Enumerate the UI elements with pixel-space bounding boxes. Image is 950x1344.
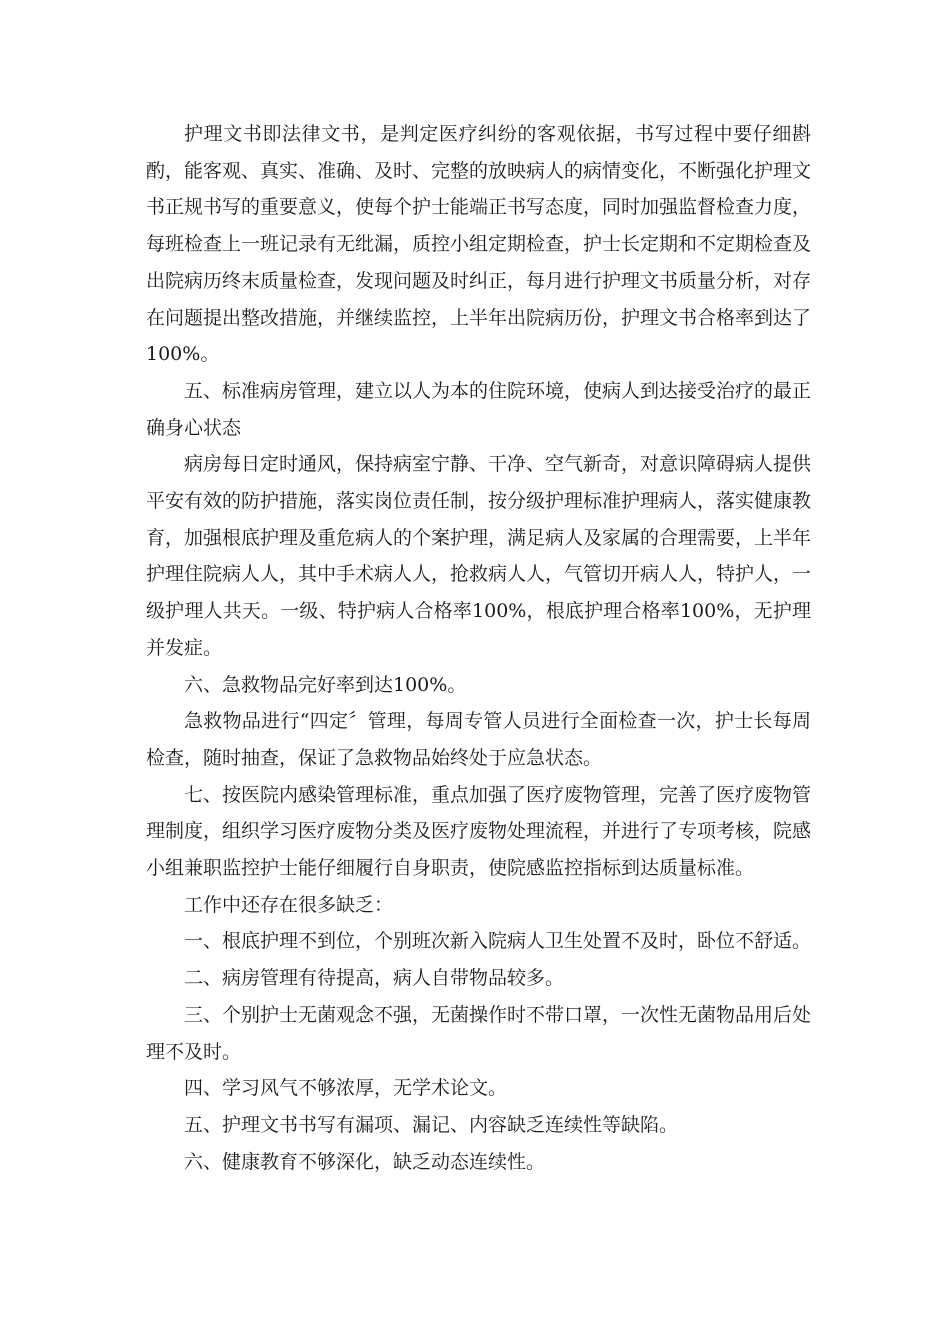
document-body bbox=[146, 116, 811, 1180]
paragraph-nursing-documents: 护理文书即法律文书，是判定医疗纠纷的客观依据，书写过程中要仔细斟酌，能客观、真实、准确、及时、完整的放映病人的病情变化，不断强化护理文书正规书写的重要意义，使每个护士能端正书写态度，同时加强监督检查力度，每班检查上一班记录有无纰漏，质控小组定期检查，护士长定期和不定期检查及出院病历终末质量检查，发现问题及时纠正，每月进行护理文书质量分析，对存在问题提出整改措施，并继续监控，上半年出院病历份，护理文书合格率到达了100%。 bbox=[146, 123, 812, 366]
heading-emergency-supplies: 六、急救物品完好率到达100%。 bbox=[184, 673, 467, 696]
shortcoming-item-4: 四、学习风气不够浓厚，无学术论文。 bbox=[184, 1077, 508, 1100]
shortcoming-item-3: 三、个别护士无菌观念不强，无菌操作时不带口罩，一次性无菌物品用后处理不及时。 bbox=[146, 1003, 812, 1063]
heading-shortcomings: 工作中还存在很多缺乏： bbox=[184, 893, 394, 916]
shortcoming-item-6: 六、健康教育不够深化，缺乏动态连续性。 bbox=[184, 1150, 546, 1173]
paragraph-infection-control: 七、按医院内感染管理标准，重点加强了医疗废物管理，完善了医疗废物管理制度，组织学习医疗废物分类及医疗废物处理流程，并进行了专项考核，院感小组兼职监控护士能仔细履行自身职责，使院感监控指标到达质量标准。 bbox=[146, 783, 812, 880]
paragraph-ward-ventilation: 病房每日定时通风，保持病室宁静、干净、空气新奇，对意识障碍病人提供平安有效的防护措施，落实岗位责任制，按分级护理标准护理病人，落实健康教育，加强根底护理及重危病人的个案护理，满足病人及家属的合理需要，上半年护理住院病人人，其中手术病人人，抢救病人人，气管切开病人人，特护人，一级护理人共天。一级、特护病人合格率100%，根底护理合格率100%，无护理并发症。 bbox=[146, 453, 812, 659]
paragraph-emergency-supplies: 急救物品进行“四定〞管理，每周专管人员进行全面检查一次，护士长每周检查，随时抽查，保证了急救物品始终处于应急状态。 bbox=[146, 710, 811, 769]
shortcoming-item-1: 一、根底护理不到位，个别班次新入院病人卫生处置不及时，卧位不舒适。 bbox=[184, 930, 812, 953]
shortcoming-item-2: 二、病房管理有待提高，病人自带物品较多。 bbox=[184, 967, 565, 990]
shortcoming-item-5: 五、护理文书书写有漏项、漏记、内容缺乏连续性等缺陷。 bbox=[184, 1113, 679, 1136]
heading-ward-management: 五、标准病房管理，建立以人为本的住院环境，使病人到达接受治疗的最正确身心状态 bbox=[146, 379, 812, 439]
